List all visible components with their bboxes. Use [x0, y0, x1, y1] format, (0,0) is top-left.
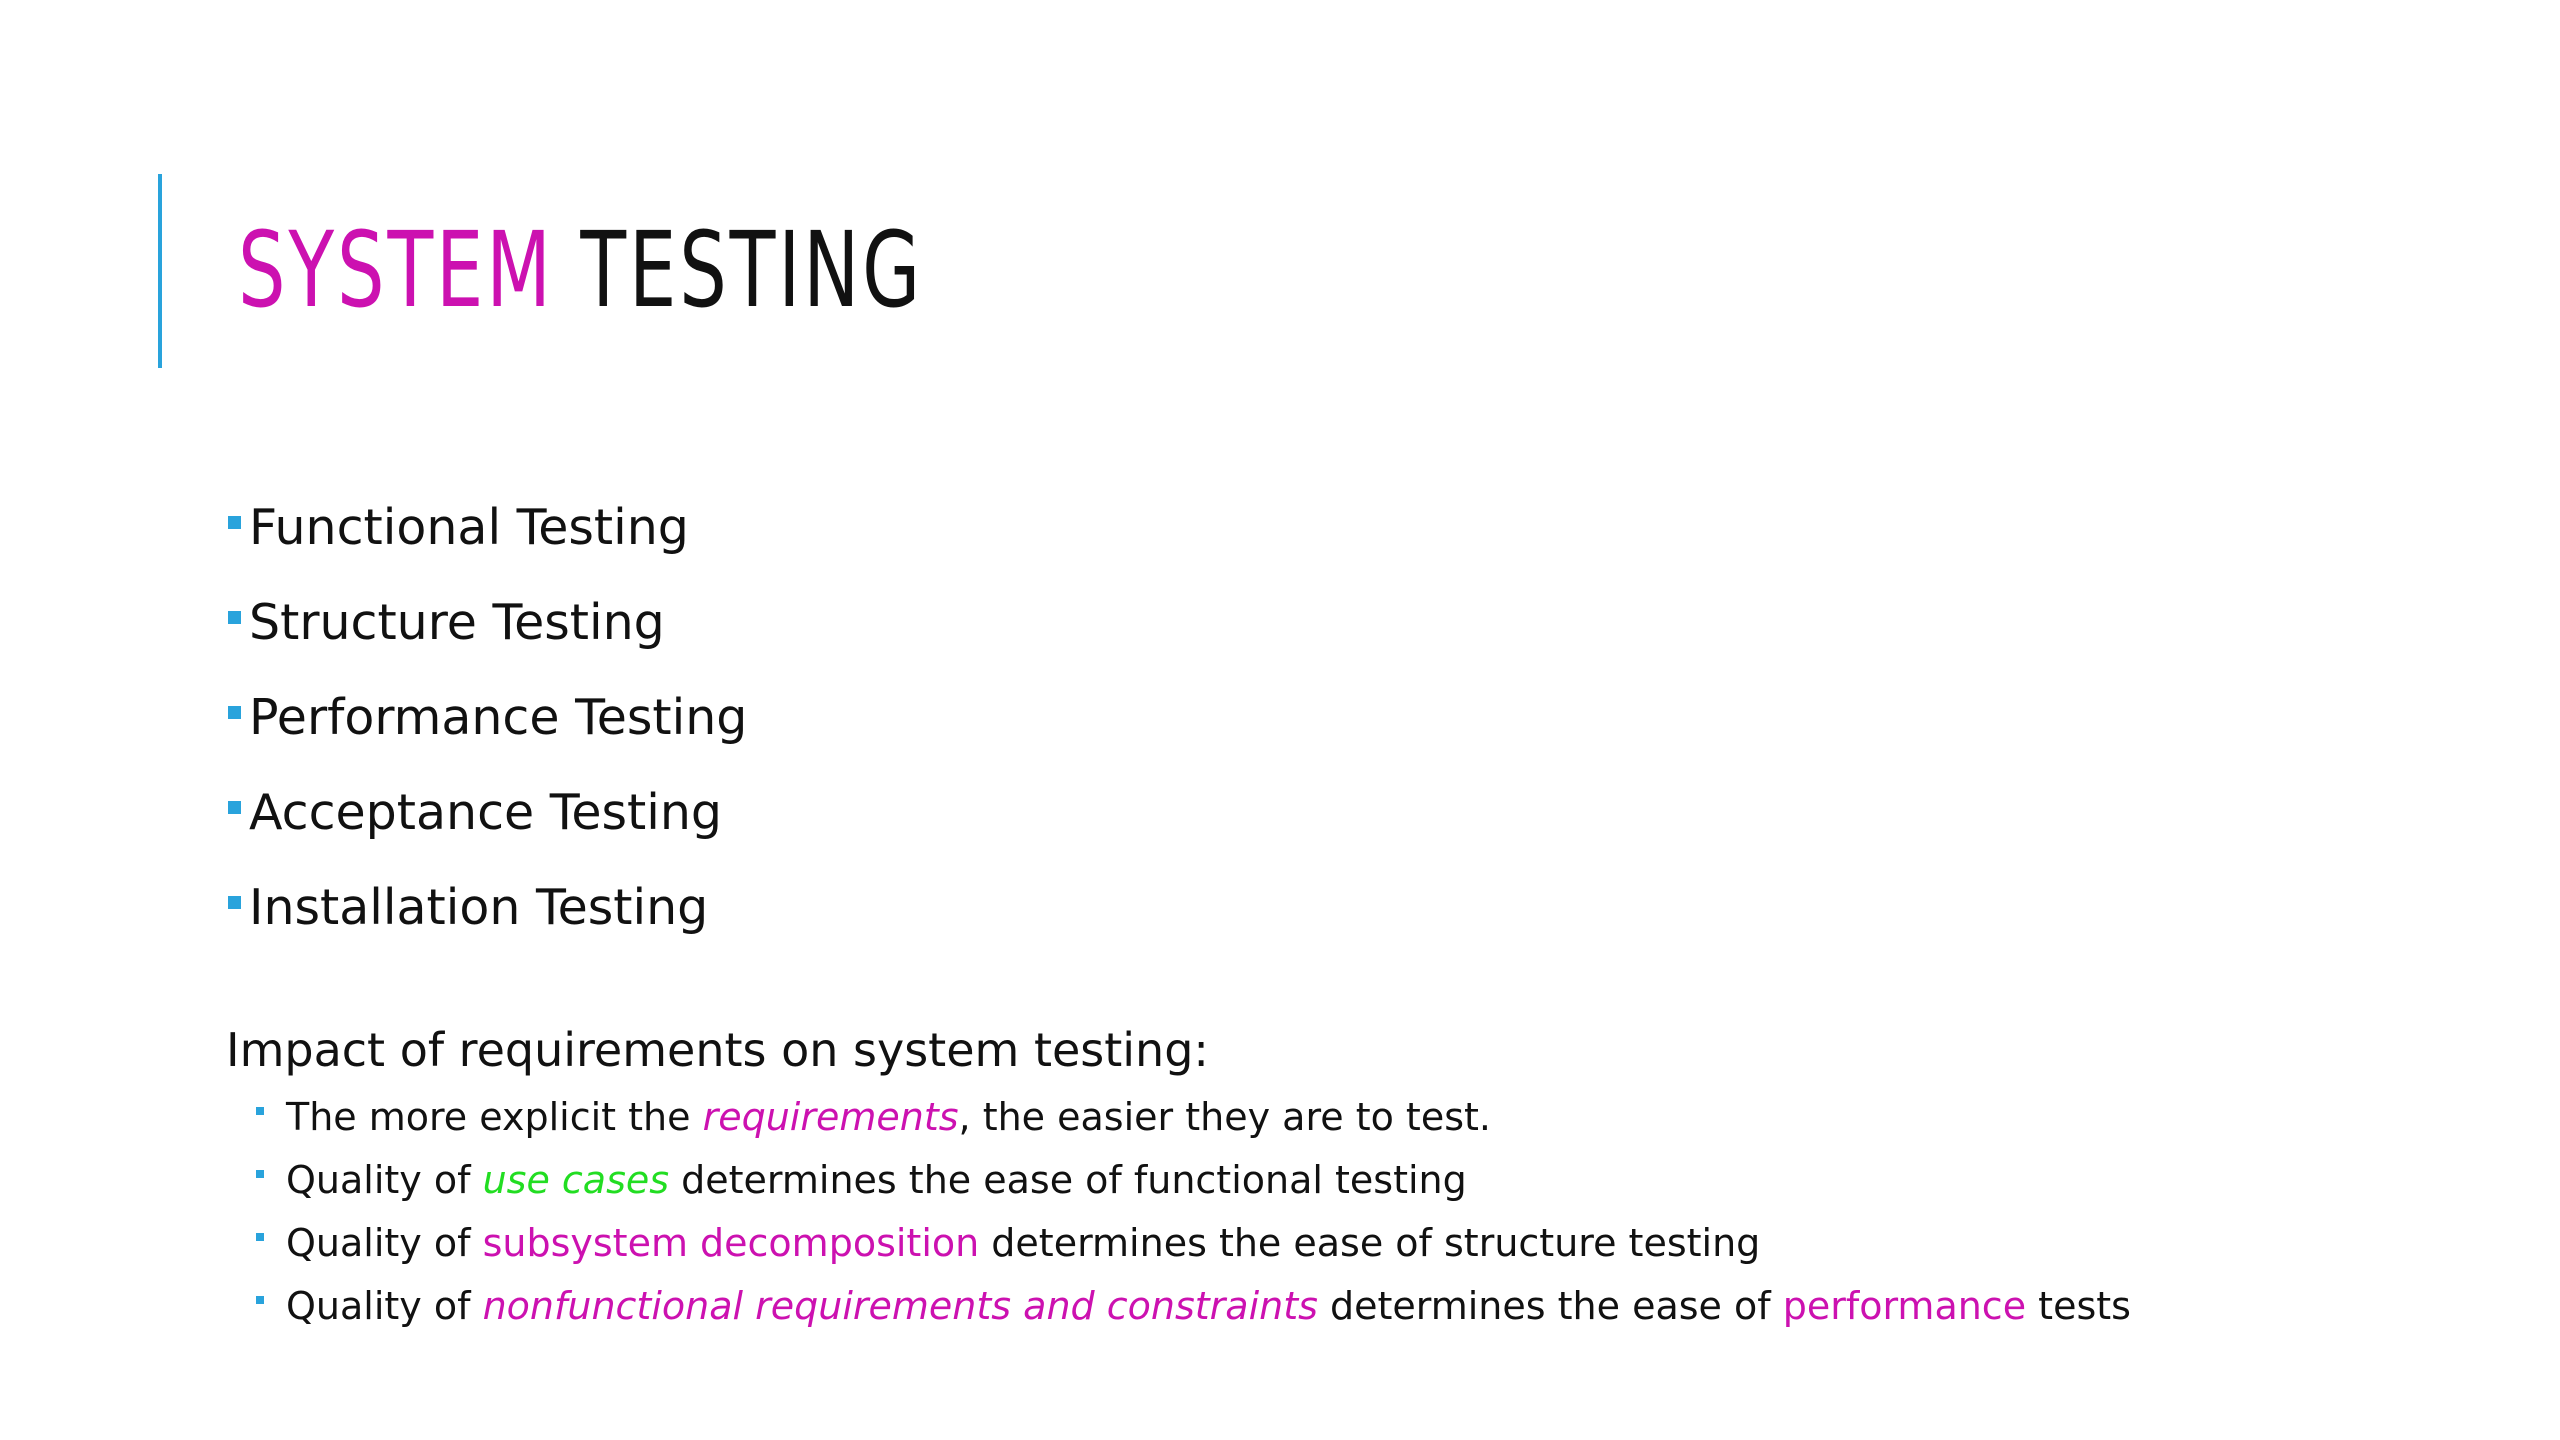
highlight-subsystem-decomposition: subsystem decomposition: [482, 1220, 980, 1265]
title-accent-bar: [158, 174, 162, 368]
list-item-text: [286, 1158, 1467, 1202]
impact-list: [256, 1085, 2131, 1337]
list-item: [228, 860, 747, 955]
list-item: [256, 1085, 2131, 1148]
list-item: [256, 1211, 2131, 1274]
text-run: tests: [2026, 1283, 2131, 1328]
title-word: TESTING: [553, 209, 924, 331]
list-item: [228, 670, 747, 765]
text-run: determines the ease of functional testing: [669, 1157, 1467, 1202]
list-item: [228, 575, 747, 670]
square-bullet-icon: [228, 516, 241, 529]
list-item-label: Structure Testing: [249, 594, 665, 651]
list-item: [256, 1148, 2131, 1211]
text-run: Quality of: [286, 1157, 483, 1202]
highlight-requirements: requirements: [702, 1094, 959, 1139]
testing-types-list: [228, 480, 747, 955]
text-run: determines the ease of structure testing: [979, 1220, 1761, 1265]
text-run: determines the ease of: [1317, 1283, 1783, 1328]
list-item: [256, 1274, 2131, 1337]
list-item: [228, 480, 747, 575]
impact-heading: Impact of requirements on system testing:: [226, 1023, 1209, 1077]
list-item-label: Acceptance Testing: [249, 784, 723, 841]
square-bullet-icon: [256, 1107, 264, 1115]
text-run: , the easier they are to test.: [958, 1094, 1491, 1139]
square-bullet-icon: [256, 1170, 264, 1178]
square-bullet-icon: [228, 706, 241, 719]
square-bullet-icon: [228, 896, 241, 909]
square-bullet-icon: [228, 801, 241, 814]
list-item-text: [286, 1221, 1760, 1265]
square-bullet-icon: [228, 611, 241, 624]
list-item: [228, 765, 747, 860]
square-bullet-icon: [256, 1296, 264, 1304]
title-highlight-word: SYSTEM: [238, 209, 554, 331]
slide-title: [238, 200, 923, 340]
list-item-label: Installation Testing: [249, 879, 709, 936]
list-item-text: [286, 1284, 2131, 1328]
highlight-nonfunctional-requirements: nonfunctional requirements and constraints: [482, 1283, 1318, 1328]
highlight-use-cases: use cases: [482, 1157, 670, 1202]
list-item-text: [286, 1095, 1491, 1139]
text-run: The more explicit the: [286, 1094, 703, 1139]
text-run: Quality of: [286, 1220, 483, 1265]
list-item-label: Functional Testing: [249, 499, 689, 556]
text-run: Quality of: [286, 1283, 483, 1328]
square-bullet-icon: [256, 1233, 264, 1241]
list-item-label: Performance Testing: [249, 689, 748, 746]
highlight-performance: performance: [1782, 1283, 2027, 1328]
